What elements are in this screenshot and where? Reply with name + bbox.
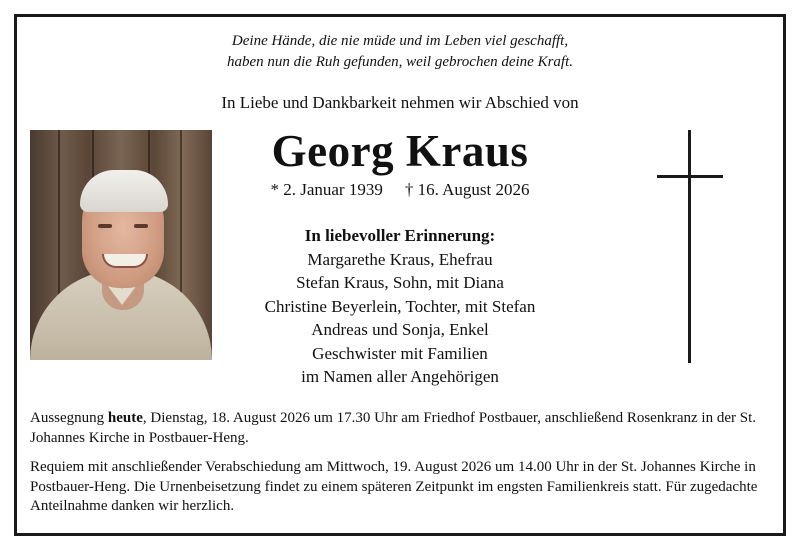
blessing-post: , Dienstag, 18. August 2026 um 17.30 Uhr am Friedhof Postbauer, anschließend Rosenkranz in der St. Johannes Kirche in Postbauer-Heng. (30, 410, 756, 446)
mourner-line: Christine Beyerlein, Tochter, mit Stefan (264, 296, 536, 316)
birth-date: * 2. Januar 1939 (270, 180, 383, 199)
mourners-heading: In liebevoller Erinnerung: (304, 226, 496, 245)
obituary-card (14, 14, 786, 536)
mourner-line: Stefan Kraus, Sohn, mit Diana (296, 273, 504, 292)
verse-line-1: Deine Hände, die nie müde und im Leben viel geschafft, (231, 33, 569, 49)
memorial-verse (17, 31, 783, 73)
mourners-list (17, 224, 783, 389)
deceased-name: Georg Kraus (271, 126, 529, 176)
mourner-line: Margarethe Kraus, Ehefrau (307, 249, 493, 269)
mourner-line: im Namen aller Angehörigen (301, 367, 499, 386)
mourner-line: Geschwister mit Familien (312, 343, 488, 363)
verse-line-2: haben nun die Ruh gefunden, weil gebrochen deine Kraft. (226, 54, 574, 70)
death-date: † 16. August 2026 (404, 180, 530, 199)
requiem-notice: Requiem mit anschließender Verabschiedung am Mittwoch, 19. August 2026 um 14.00 Uhr in der St. Johannes Kirche in Postbauer-Heng. Die Urnenbeisetzung findet zu einem späteren Zeitpunkt im engsten Familienkreis statt. Für zugedachte Anteilnahme danken wir herzlich. (30, 459, 758, 514)
blessing-notice (30, 409, 770, 448)
blessing-today: heute (107, 410, 143, 426)
mourner-line: Andreas und Sonja, Enkel (311, 320, 489, 339)
blessing-pre: Aussegnung (30, 410, 108, 426)
farewell-intro: In Liebe und Dankbarkeit nehmen wir Abschied von (221, 93, 579, 112)
